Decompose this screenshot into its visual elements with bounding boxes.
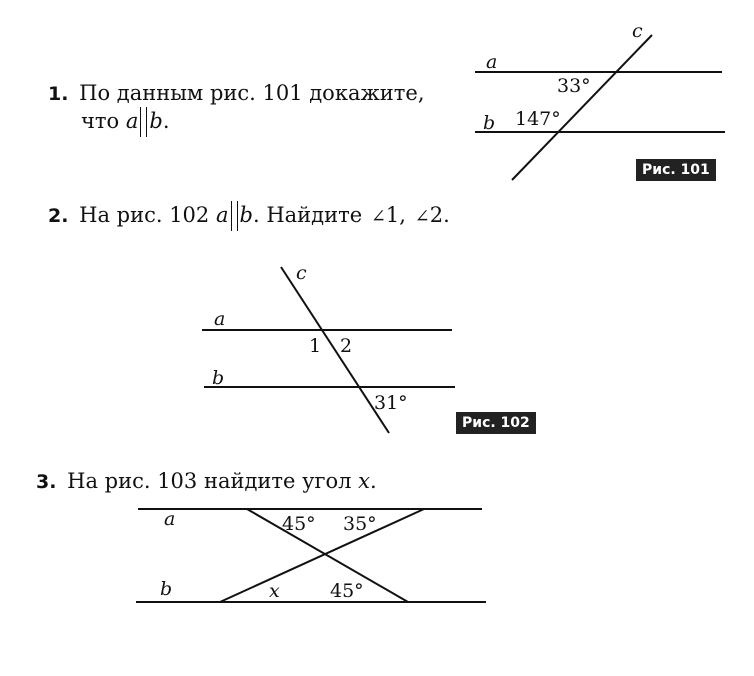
- problem-3-number: 3.: [36, 471, 57, 493]
- fig102-angle-2: 2: [340, 335, 353, 357]
- angle-symbol: ∠: [370, 206, 386, 227]
- angle-symbol: ∠: [414, 206, 430, 227]
- problem-2-angle2: 2.: [429, 203, 450, 227]
- fig102-angle-31: 31°: [374, 392, 408, 414]
- var-b: b: [239, 203, 253, 227]
- fig101-label-c: c: [632, 20, 643, 42]
- fig103-angle-45-bottom: 45°: [330, 580, 364, 602]
- fig102-caption: Рис. 102: [456, 412, 536, 434]
- var-a: a: [125, 109, 139, 133]
- problem-3-end: .: [370, 469, 377, 493]
- fig101-label-b: b: [483, 112, 496, 134]
- problem-1-end: .: [162, 109, 170, 133]
- fig103-angle-45-top: 45°: [282, 513, 316, 535]
- fig103-label-b: b: [160, 578, 173, 600]
- problem-1-prefix: что: [81, 109, 120, 133]
- fig102-angle-1: 1: [309, 335, 322, 357]
- problem-1-number: 1.: [48, 83, 69, 105]
- fig103-angle-x: x: [269, 580, 280, 602]
- fig101-angle-147: 147°: [515, 108, 561, 130]
- fig102-label-c: c: [296, 262, 307, 284]
- fig103-angle-35: 35°: [343, 513, 377, 535]
- var-x: x: [358, 469, 370, 493]
- fig101-caption: Рис. 101: [636, 159, 716, 181]
- fig101-angle-33: 33°: [557, 75, 591, 97]
- var-b: b: [149, 109, 163, 133]
- problem-2-prefix: На рис. 102: [79, 203, 210, 227]
- problem-2-middle: . Найдите: [252, 203, 363, 227]
- var-a: a: [215, 203, 229, 227]
- fig102-label-b: b: [212, 367, 225, 389]
- fig103-transversal-2: [220, 509, 424, 602]
- problem-3-text: На рис. 103 найдите угол: [67, 469, 352, 493]
- problem-1-line1: По данным рис. 101 докажите,: [79, 81, 425, 105]
- fig101-label-a: a: [486, 51, 498, 73]
- fig103-label-a: a: [164, 508, 176, 530]
- problem-2-angle1: 1,: [385, 203, 406, 227]
- fig102-label-a: a: [214, 308, 226, 330]
- problem-2-number: 2.: [48, 205, 69, 227]
